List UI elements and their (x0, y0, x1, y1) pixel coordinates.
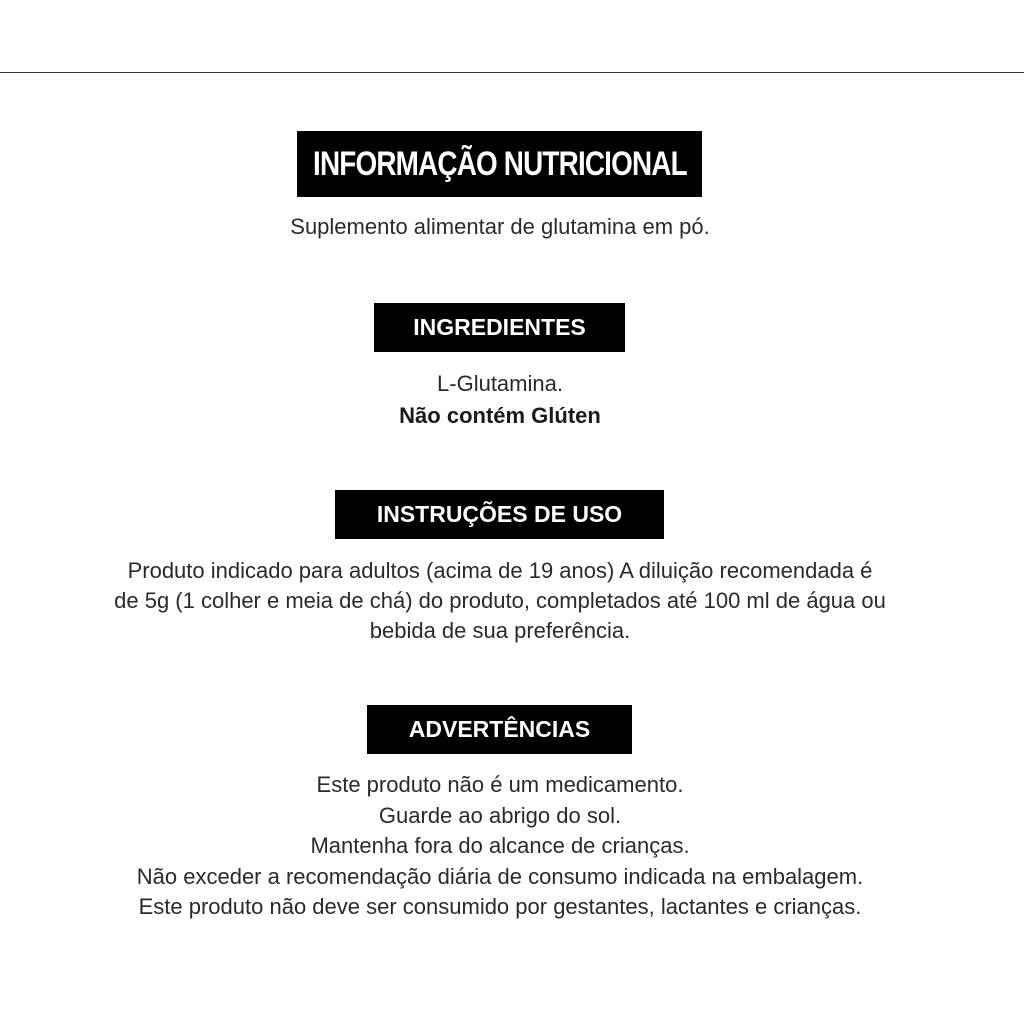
ingredients-list: L-Glutamina. (437, 371, 563, 396)
warning-line: Guarde ao abrigo do sol. (378, 802, 622, 828)
gluten-notice: Não contém Glúten (399, 403, 601, 428)
top-divider (0, 72, 1024, 73)
instructions-content (0, 556, 1000, 646)
product-description-text: Suplemento alimentar de glutamina em pó. (290, 214, 710, 239)
warning-line: Não exceder a recomendação diária de consumo indicada na embalagem. (136, 863, 864, 889)
warnings-heading: ADVERTÊNCIAS (367, 705, 632, 754)
instructions-line: Produto indicado para adultos (acima de 19 anos) A diluição recomendada é (127, 558, 873, 583)
warning-line: Este produto não é um medicamento. (316, 772, 684, 797)
instructions-line: bebida de sua preferência. (369, 618, 631, 643)
warning-line: Mantenha fora do alcance de crianças. (310, 833, 690, 858)
nutrition-info-heading-text: INFORMAÇÃO NUTRICIONAL (312, 144, 687, 183)
nutrition-info-heading (297, 131, 702, 197)
warning-line: Este produto não deve ser consumido por gestantes, lactantes e crianças. (138, 894, 862, 919)
instructions-line: de 5g (1 colher e meia de chá) do produto, completados até 100 ml de água ou (114, 588, 886, 613)
product-description (0, 212, 1000, 242)
instructions-heading: INSTRUÇÕES DE USO (335, 490, 664, 539)
warnings-content (0, 770, 1000, 923)
ingredients-heading: INGREDIENTES (374, 303, 625, 352)
ingredients-content (0, 368, 1000, 432)
